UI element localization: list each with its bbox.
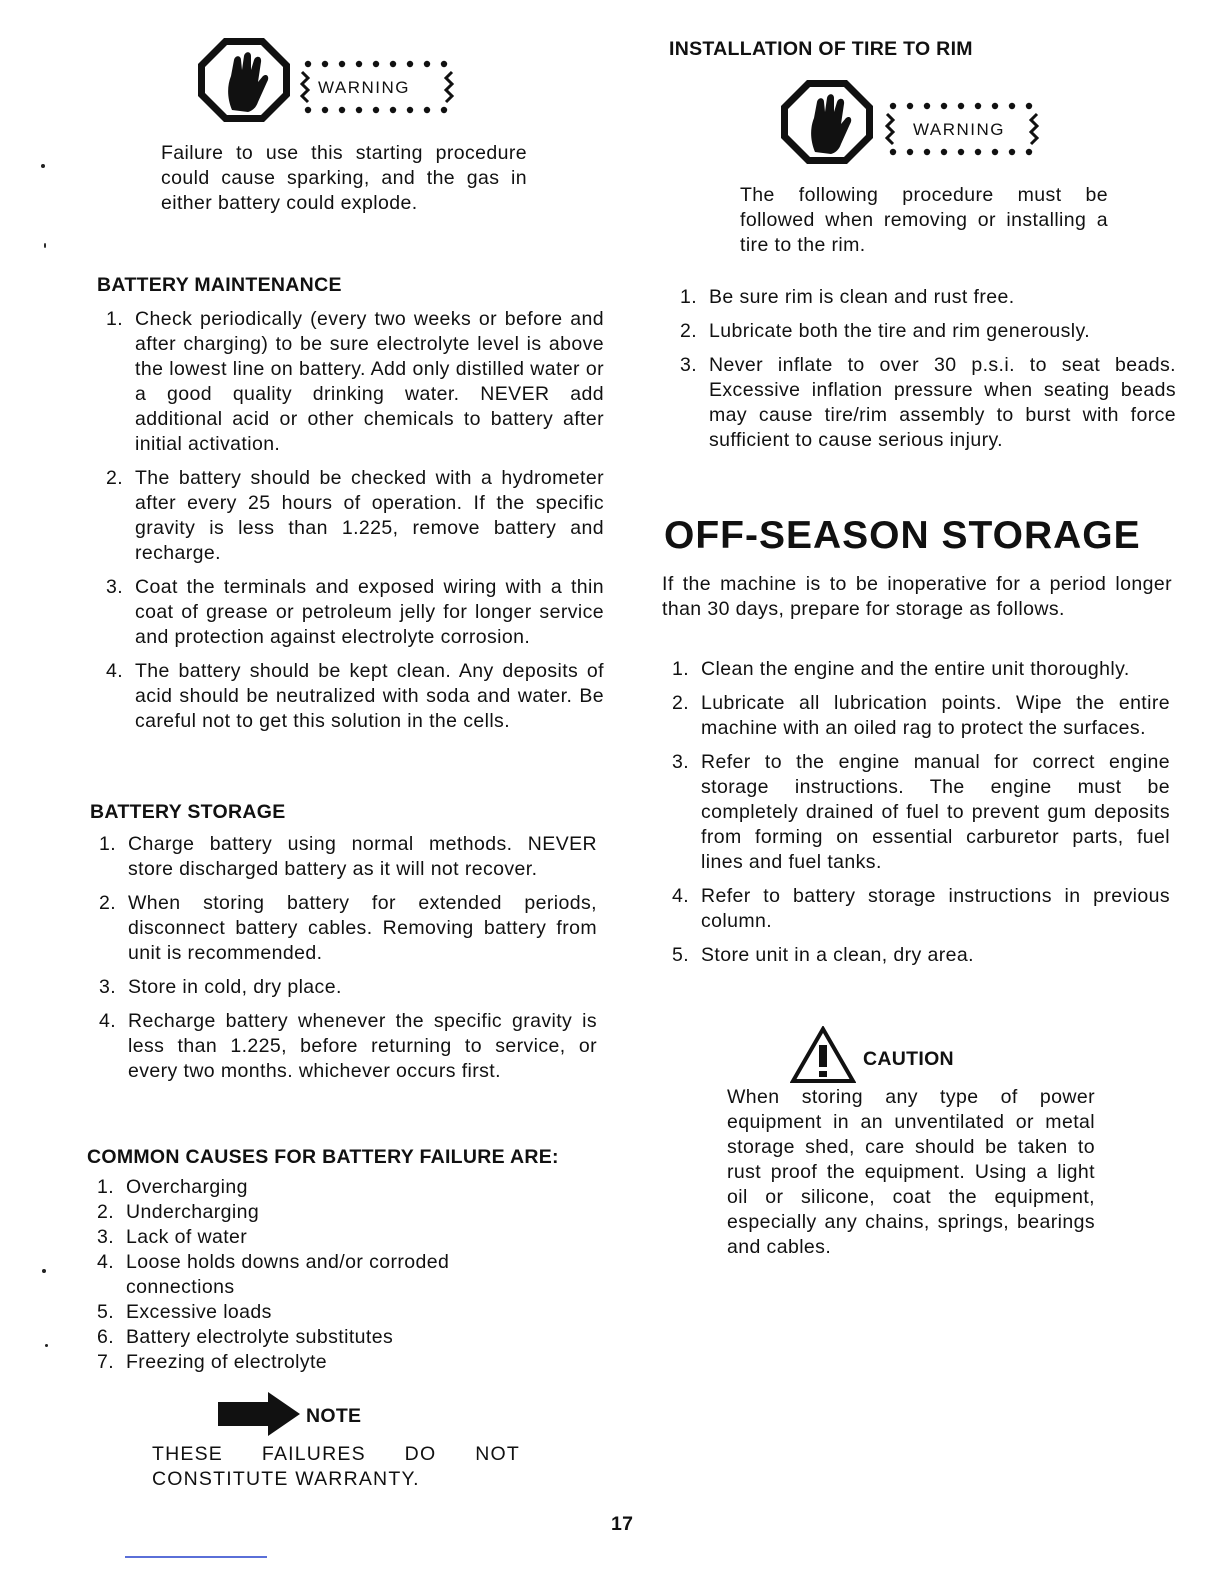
- off-season-storage-title: OFF-SEASON STORAGE: [664, 514, 1141, 557]
- tire-warning-text: The following procedure must be followed when removing or installing a tire to the rim.: [740, 184, 1108, 256]
- storage-intro: If the machine is to be inoperative for a period longer than 30 days, prepare for storage as follows.: [662, 573, 1172, 620]
- list-item: 1. Be sure rim is clean and rust free.: [680, 286, 1015, 308]
- list-item: 4. The battery should be kept clean. Any deposits of acid should be neutralized with soda and water. Be careful not to get this solution in the cells.: [106, 660, 604, 732]
- scan-speck: [45, 1344, 48, 1347]
- warning-label: WARNING: [913, 120, 1006, 139]
- list-item: 3. Never inflate to over 30 p.s.i. to seat beads. Excessive inflation pressure when seating beads may cause tire/rim assembly to burst with force sufficient to cause serious injury.: [680, 354, 1176, 451]
- caution-triangle-icon: [790, 1026, 856, 1084]
- common-causes-heading: COMMON CAUSES FOR BATTERY FAILURE ARE:: [87, 1146, 559, 1168]
- battery-storage-list: [99, 832, 597, 1093]
- list-item: 4. Loose holds downs and/or corroded connections: [97, 1251, 450, 1298]
- list-item: 2. When storing battery for extended periods, disconnect battery cables. Removing battery from unit is recommended.: [99, 892, 597, 964]
- list-item: 4. Refer to battery storage instructions in previous column.: [672, 885, 1170, 932]
- warning-text: Failure to use this starting procedure could cause sparking, and the gas in either battery could explode.: [161, 142, 527, 214]
- storage-list: [672, 657, 1170, 977]
- note-text: THESE FAILURES DO NOT CONSTITUTE WARRANTY.: [152, 1443, 520, 1490]
- warning-block-2: [779, 78, 1047, 162]
- note-label: NOTE: [306, 1405, 362, 1427]
- list-item: 7. Freezing of electrolyte: [97, 1351, 328, 1373]
- list-item: 2. Undercharging: [97, 1201, 260, 1223]
- battery-maintenance-heading: BATTERY MAINTENANCE: [97, 274, 342, 296]
- warning-block-1: [196, 36, 464, 120]
- list-item: 2. Lubricate all lubrication points. Wipe the entire machine with an oiled rag to protect the surfaces.: [672, 692, 1170, 739]
- tire-list: [680, 285, 1176, 462]
- list-item: 5. Excessive loads: [97, 1301, 272, 1323]
- tire-heading: INSTALLATION OF TIRE TO RIM: [669, 38, 973, 60]
- scan-speck: [41, 164, 45, 168]
- list-item: 3. Coat the terminals and exposed wiring with a thin coat of grease or petroleum jelly for longer service and protection against electrolyte corrosion.: [106, 576, 604, 648]
- scan-speck: [42, 1269, 46, 1273]
- list-item: 1. Clean the engine and the entire unit thoroughly.: [672, 658, 1130, 680]
- list-item: 2. Lubricate both the tire and rim generously.: [680, 320, 1091, 342]
- list-item: 6. Battery electrolyte substitutes: [97, 1326, 394, 1348]
- scan-speck: [44, 243, 46, 248]
- list-item: 3. Refer to the engine manual for correct engine storage instructions. The engine must be completely drained of fuel to prevent gum deposits from forming on essential carburetor parts, fuel lines and fuel tanks.: [672, 751, 1170, 873]
- battery-maintenance-list: [106, 307, 604, 743]
- list-item: 1. Overcharging: [97, 1176, 248, 1198]
- battery-storage-heading: BATTERY STORAGE: [90, 801, 286, 823]
- arrow-right-icon: [216, 1390, 302, 1438]
- caution-text: When storing any type of power equipment in an unventilated or metal storage shed, care should be taken to rust proof the equipment. Using a light oil or silicone, coat the equipment, especially any chains, springs, bearings and cables.: [727, 1086, 1095, 1258]
- list-item: 2. The battery should be checked with a hydrometer after every 25 hours of operation. If the specific gravity is less than 1.225, remove battery and recharge.: [106, 467, 604, 564]
- stop-hand-icon: [779, 78, 875, 166]
- footer-rule: [125, 1556, 267, 1558]
- caution-label: CAUTION: [863, 1048, 954, 1070]
- list-item: 4. Recharge battery whenever the specific gravity is less than 1.225, before returning to service, or every two months. whichever occurs first.: [99, 1010, 597, 1082]
- list-item: 1. Check periodically (every two weeks or before and after charging) to be sure electrolyte level is above the lowest line on battery. Add only distilled water or a good quality drinking water. NEVER add additional acid or other chemicals to battery after initial activation.: [106, 308, 604, 455]
- list-item: 3. Lack of water: [97, 1226, 248, 1248]
- list-item: 1. Charge battery using normal methods. NEVER store discharged battery as it will not recover.: [99, 833, 597, 880]
- list-item: 3. Store in cold, dry place.: [99, 976, 342, 998]
- stop-hand-icon: [196, 36, 292, 124]
- warning-label: WARNING: [318, 78, 411, 97]
- page-number: 17: [611, 1513, 634, 1535]
- common-causes-list: [97, 1175, 537, 1375]
- list-item: 5. Store unit in a clean, dry area.: [672, 944, 974, 966]
